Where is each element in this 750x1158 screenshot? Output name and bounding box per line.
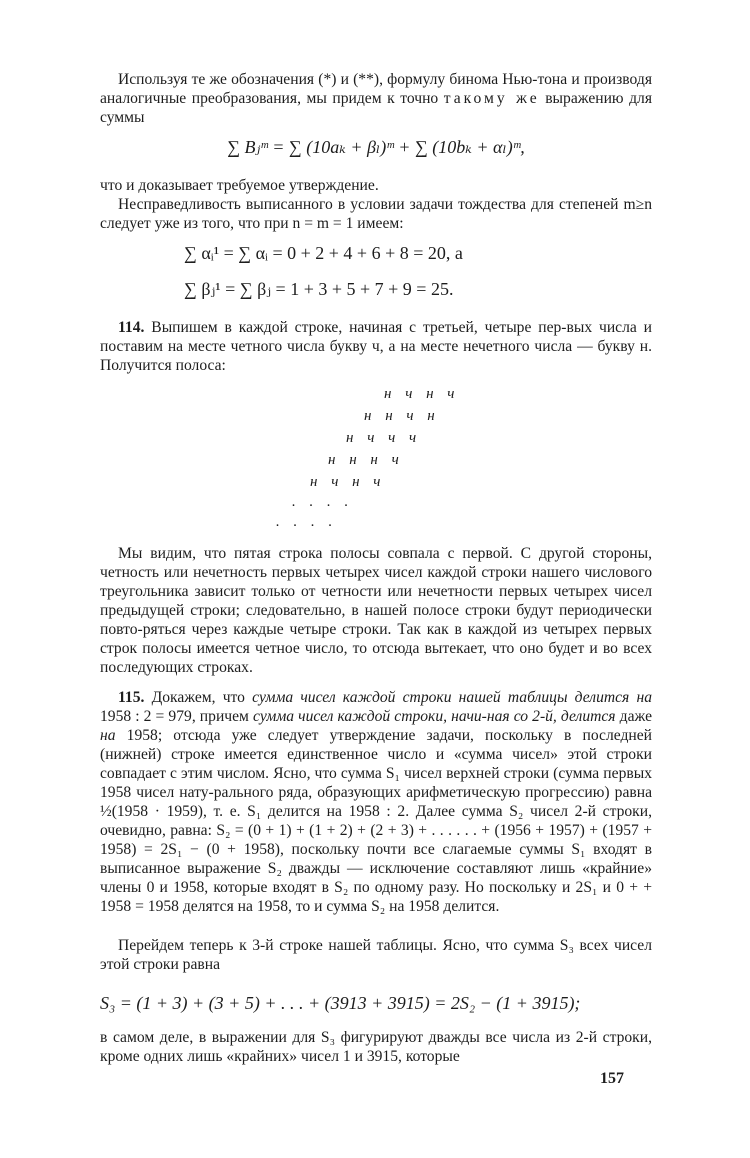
formula-s3-text: S₃ = (1 + 3) + (3 + 5) + . . . + (3913 + 3915) = 2S₂ − (1 + 3915); (100, 993, 581, 1013)
strip-analysis (100, 544, 652, 677)
third-row-text: Перейдем теперь к 3-й строке нашей таблицы. Ясно, что сумма S₃ всех чисел этой строки равна (100, 937, 652, 973)
intro-text-b: выражению для суммы (100, 90, 652, 126)
third-row-paragraph (100, 936, 652, 974)
problem-115 (100, 688, 652, 916)
strip-row-3: н ч ч ч (346, 430, 422, 446)
problem-115-t3: даже (619, 708, 653, 725)
formula-1-text: ∑ Bⱼᵐ = ∑ (10aₖ + βₗ)ᵐ + ∑ (10bₖ + αₗ)ᵐ, (227, 137, 525, 157)
formula-1 (100, 134, 652, 160)
final-paragraph (100, 1028, 652, 1066)
page-number: 157 (600, 1070, 624, 1087)
intro-text-spaced: такому же (443, 90, 540, 107)
strip-row-4: н н н ч (328, 452, 404, 468)
problem-115-t3-italic: на (100, 727, 116, 744)
problem-115-t1-italic: сумма чисел каждой строки нашей таблицы делится на (252, 689, 652, 706)
problem-114-number: 114. (118, 319, 145, 336)
strip-row-6: . . . . (292, 494, 354, 510)
formula-3-text: ∑ βⱼ¹ = ∑ βⱼ = 1 + 3 + 5 + 7 + 9 = 25. (184, 279, 454, 299)
strip-row-1: н ч н ч (384, 386, 460, 402)
problem-115-t1: Докажем, что (151, 689, 245, 706)
problem-115-t2: 1958 : 2 = 979, причем (100, 708, 249, 725)
final-text: в самом деле, в выражении для S₃ фигурируют дважды все числа из 2-й строки, кроме одних лишь «крайних» чисел 1 и 3915, которые (100, 1029, 652, 1065)
conclusion-line (100, 176, 652, 195)
formula-3 (100, 276, 652, 302)
strip-row-5: н ч н ч (310, 474, 386, 490)
conclusion-text: что и доказывает требуемое утверждение. (100, 177, 379, 194)
formula-s3 (100, 990, 652, 1016)
strip-row-7: . . . . (276, 514, 338, 530)
falsity-paragraph (100, 195, 652, 233)
formula-2-text: ∑ αᵢ¹ = ∑ αᵢ = 0 + 2 + 4 + 6 + 8 = 20, а (184, 243, 463, 263)
falsity-text: Несправедливость выписанного в условии задачи тождества для степеней m≥n следует уже из того, что при n = m = 1 имеем: (100, 196, 652, 232)
problem-115-number: 115. (118, 689, 145, 706)
strip-analysis-text: Мы видим, что пятая строка полосы совпала с первой. С другой стороны, четность или нечетность первых четырех чисел каждой строки нашего числового треугольника зависит только от четности или нечетности первых четырех чисел предыдущей строки; следовательно, в нашей полосе строки будут периодически повто-ряться через каждые четыре строки. Так как в каждой из четырех первых строк полосы имеется четное число, то отсюда вытекает, что оно будет и во всех последующих строках. (100, 545, 652, 676)
problem-115-t2-italic: сумма чисел каждой строки, начи-ная со 2-й, делится (253, 708, 616, 725)
problem-114 (100, 318, 652, 375)
intro-paragraph (100, 70, 652, 127)
problem-114-text: Выпишем в каждой строке, начиная с третьей, четыре пер-вых числа и поставим на месте четного числа букву ч, а на месте нечетного числа — букву н. Получится полоса: (100, 319, 652, 374)
strip-row-2: н н ч н (364, 408, 440, 424)
formula-2 (100, 240, 652, 266)
intro-text-a: Используя те же обозначения (*) и (**), формулу бинома Нью-тона и производя аналогичные преобразования, мы придем к точно (100, 71, 652, 107)
problem-115-t4: 1958; отсюда уже следует утверждение задачи, поскольку в последней (нижней) строке имеется единственное число и «сумма чисел» этой строки совпадает с этим числом. Ясно, что сумма S₁ чисел верхней строки (сумма первых 1958 чисел нату-рального ряда, образующих арифметическую прогрессию) равна ½(1958 · 1959), т. е. S₁ делится на 1958 : 2. Далее сумма S₂ чисел 2-й строки, очевидно, равна: S₂ = (0 + 1) + (1 + 2) + (2 + 3) + . . . . . . + (1956 + 1957) + (1957 + 1958) = 2S₁ − (0 + 1958), поскольку почти все слагаемые суммы S₁ входят в выписанное выражение S₂ дважды — исключение составляют лишь «крайние» члены 0 и 1958, которые входят в S₂ по одному разу. Но поскольку и 2S₁ и 0 + + 1958 = 1958 делятся на 1958, то и сумма S₂ на 1958 делится. (100, 727, 652, 915)
